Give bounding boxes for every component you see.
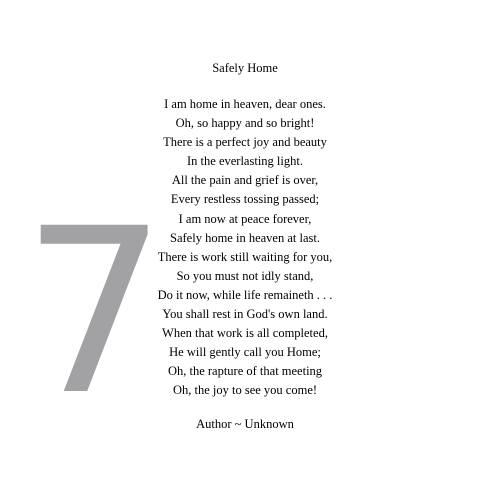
poem-line: All the pain and grief is over, xyxy=(171,173,319,188)
poem-body xyxy=(0,95,490,401)
poem-line: So you must not idly stand, xyxy=(176,268,314,283)
poem-line: I am home in heaven, dear ones. xyxy=(164,97,326,111)
poem-line: There is a perfect joy and beauty xyxy=(163,135,327,150)
poem-author: Author ~ Unknown xyxy=(196,417,294,431)
poem-line: Oh, the rapture of that meeting xyxy=(167,364,323,379)
poem-line: He will gently call you Home; xyxy=(169,345,321,360)
poem-line: Oh, the joy to see you come! xyxy=(172,383,318,398)
poem-line: In the everlasting light. xyxy=(187,154,303,169)
poem-line: I am now at peace forever, xyxy=(178,211,312,226)
poem-line: You shall rest in God's own land. xyxy=(162,307,328,322)
decorative-number-seven: 7 xyxy=(22,179,168,445)
poem-line: There is work still waiting for you, xyxy=(157,249,333,264)
poem-line: Do it now, while life remaineth . . . xyxy=(157,287,333,302)
poem-line: Oh, so happy and so bright! xyxy=(175,116,315,131)
poem-line: Every restless tossing passed; xyxy=(170,192,320,207)
poem-line: Safely home in heaven at last. xyxy=(170,230,320,245)
poem-line: When that work is all completed, xyxy=(162,326,328,341)
poem-title: Safely Home xyxy=(212,61,278,75)
